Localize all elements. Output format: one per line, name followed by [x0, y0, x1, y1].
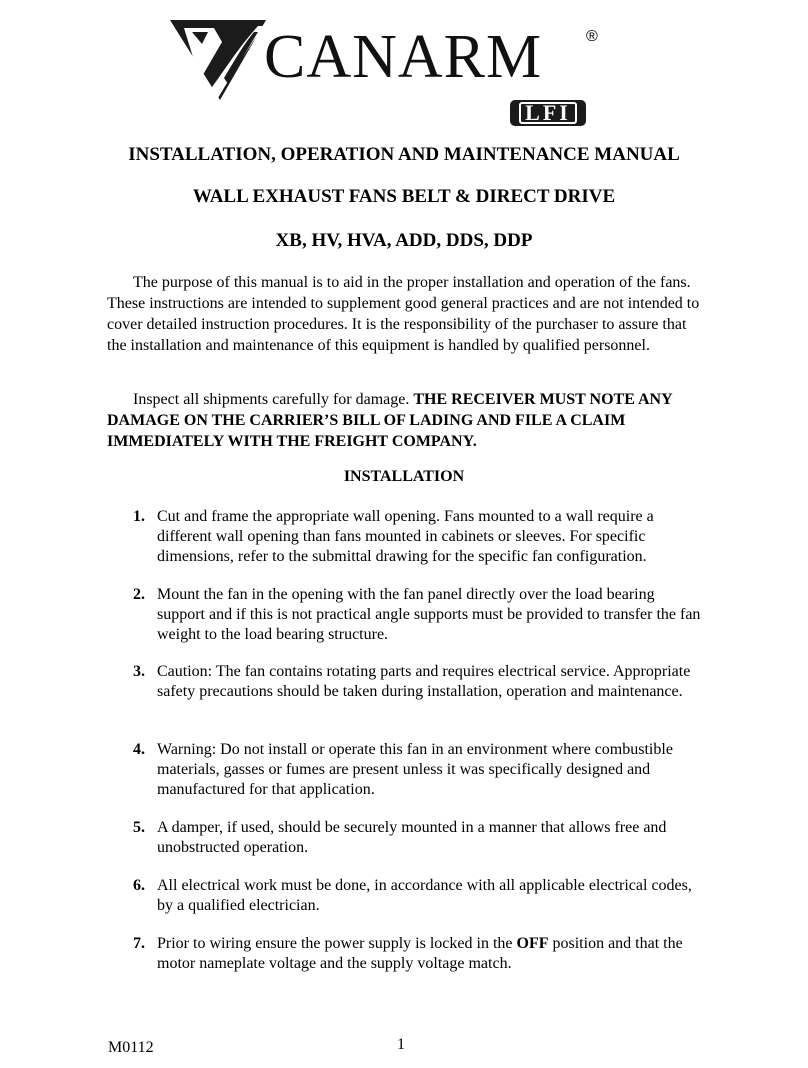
purpose-paragraph: The purpose of this manual is to aid in the proper installation and operation of the fans. These instructions are intended to supplement good general practices and are not intended to cover detailed instruction procedures. It is the responsibility of the purchaser to assure that the installation and maintenance of this equipment is handled by qualified personnel.	[107, 274, 700, 354]
step-text: Cut and frame the appropriate wall opening. Fans mounted to a wall require a different wall opening than fans mounted in cabinets or sleeves. For specific dimensions, refer to the submittal drawing for the specific fan configuration.	[157, 508, 654, 565]
models-title: XB, HV, HVA, ADD, DDS, DDP	[275, 230, 533, 251]
step-text: A damper, if used, should be securely mounted in a manner that allows free and unobstructed operation.	[157, 819, 667, 856]
list-item	[133, 585, 703, 645]
brand-name: CANARM	[264, 23, 543, 91]
step-number: 4.	[133, 741, 145, 758]
inspection-warning: THE RECEIVER MUST NOTE ANY DAMAGE ON THE CARRIER’S BILL OF LADING AND FILE A CLAIM IMMEDIATELY WITH THE FREIGHT COMPANY.	[107, 391, 673, 450]
step-text: All electrical work must be done, in accordance with all applicable electrical codes, by a qualified electrician.	[157, 877, 692, 914]
list-item	[133, 876, 703, 916]
step-number: 5.	[133, 819, 145, 836]
step-number: 3.	[133, 663, 145, 680]
step-text-after: position and that the motor nameplate voltage and the supply voltage match.	[157, 935, 683, 972]
page-number: 1	[397, 1036, 405, 1053]
canarm-logo	[168, 14, 608, 132]
lfi-badge	[510, 100, 586, 126]
inspection-lead: Inspect all shipments carefully for damage.	[133, 391, 414, 408]
list-item	[133, 934, 703, 974]
off-keyword: OFF	[516, 935, 549, 952]
step-number: 2.	[133, 586, 145, 603]
list-item	[133, 740, 703, 800]
step-text-before: Prior to wiring ensure the power supply is locked in the	[157, 935, 517, 952]
inspection-paragraph	[107, 389, 702, 452]
product-title: WALL EXHAUST FANS BELT & DIRECT DRIVE	[192, 186, 616, 207]
step-number: 7.	[133, 935, 145, 952]
list-item	[133, 662, 703, 702]
step-text: Caution: The fan contains rotating parts and requires electrical service. Appropriate safety precautions should be taken during installation, operation and maintenance.	[157, 663, 691, 700]
step-text: Warning: Do not install or operate this fan in an environment where combustible materials, gasses or fumes are present unless it was specifically designed and manufactured for that application.	[157, 741, 673, 798]
list-item	[133, 507, 703, 567]
canarm-chevron-logo-icon	[170, 18, 270, 102]
list-item	[133, 818, 703, 858]
step-text: Mount the fan in the opening with the fan panel directly over the load bearing support and if this is not practical angle supports must be provided to transfer the fan weight to the load bearing structure.	[157, 586, 701, 643]
manual-title: INSTALLATION, OPERATION AND MAINTENANCE MANUAL	[128, 144, 680, 165]
registered-mark: ®	[586, 28, 598, 45]
lfi-badge-label: LFI	[519, 102, 577, 124]
step-number: 1.	[133, 508, 145, 525]
installation-heading: INSTALLATION	[343, 468, 465, 485]
document-code: M0112	[108, 1039, 154, 1056]
step-text	[157, 934, 703, 974]
step-number: 6.	[133, 877, 145, 894]
